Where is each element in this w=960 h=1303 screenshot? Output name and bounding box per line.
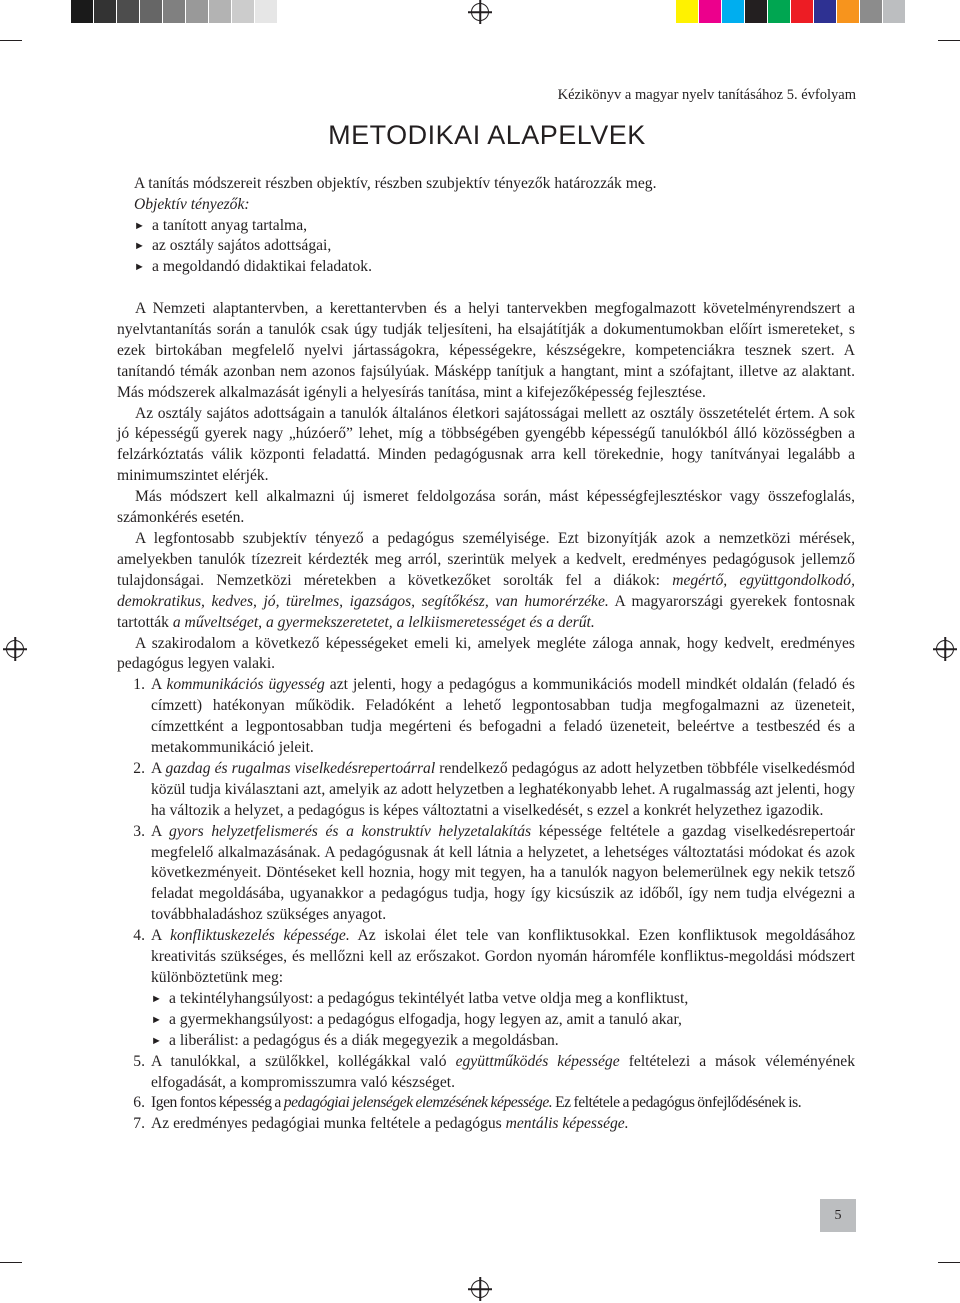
intro-subheading: Objektív tényezők: (134, 195, 250, 213)
color-swatch (186, 0, 209, 23)
triangle-bullet-icon: ► (134, 261, 145, 274)
color-swatch (814, 0, 837, 23)
list-item: ► a liberálist: a pedagógus és a diák megegyezik a megoldásban. (151, 1031, 855, 1052)
color-swatch (745, 0, 768, 23)
paragraph: Más módszert kell alkalmazni új ismeret feldolgozása során, mást képességfejlesztéskor vagy összefoglalás, számonkérés esetén. (117, 488, 855, 527)
list-item: ► a tekintélyhangsúlyost: a pedagógus tekintélyét latba vetve oldja meg a konfliktust, (151, 989, 855, 1010)
color-swatch (699, 0, 722, 23)
crop-mark (0, 1262, 22, 1263)
conflict-methods-list (151, 989, 855, 1052)
triangle-bullet-icon: ► (134, 219, 145, 232)
color-swatch (232, 0, 255, 23)
paragraph: A szakirodalom a következő képességeket emeli ki, amelyek megléte záloga annak, hogy kedvelt, eredményes pedagógus legyen valaki. (117, 634, 855, 673)
triangle-bullet-icon: ► (151, 992, 162, 1005)
grayscale-color-bar (48, 0, 278, 23)
color-swatch (883, 0, 906, 23)
paragraph: Az osztály sajátos adottságain a tanulók általános életkori sajátosságai mellett az osztály összetételét értem. A sok jó képességű gyerek nagy „húzóerő” lehet, míg a többségében gyengébb képességű tanulókból álló közösségben a felzárkóztatás válik központi feladattá. Minden pedagógusnak arra kell törekednie, hogy tanítványai legalább a minimumszintet elérjék. (117, 404, 855, 485)
color-swatch (163, 0, 186, 23)
list-item: 4. A konfliktuskezelés képessége. Az iskolai élet tele van konfliktusokkal. Ezen konfliktusok megoldásához kreativitás szükséges, és mellőzni kell az erőszakot. Gordon nyomán háromféle konfliktus-megoldási módszert különböztetünk meg: ► a tekintélyhangsúlyost: a pedagógus tekintélyét latba vetve oldja meg a konfliktust, ► a gyermekhangsúlyost: a pedagógus elfogadja, hogy legyen az, amit a tanuló akar, ► a liberálist: a pedagógus és a diák megegyezik a megoldásban. (117, 926, 855, 1051)
color-swatch (860, 0, 883, 23)
registration-mark-icon (471, 1280, 489, 1298)
intro-line: A tanítás módszereit részben objektív, részben szubjektív tényezők határozzák meg. (134, 175, 657, 192)
list-item: 5. A tanulókkal, a szülőkkel, kollégákkal való együttműködés képessége feltételezi a mások véleményének elfogadását, a kompromisszumra való készséget. (133, 1052, 855, 1091)
color-swatch (117, 0, 140, 23)
list-item: 1. A kommunikációs ügyesség azt jelenti, hogy a pedagógus a kommunikációs modell mindkét oldalán (feladó és címzett) hatékonyan működik. Feladóként a lehető legpontosabban tudja megfogalmazni az üzeneteit, címzettként a legpontosabban tudja megérteni és befogadni a feladó üzeneteit, beleértve a testbeszéd és a metakommunikáció jeleit. (133, 676, 855, 757)
intro-block (134, 174, 854, 278)
triangle-bullet-icon: ► (151, 1013, 162, 1026)
color-swatch (140, 0, 163, 23)
triangle-bullet-icon: ► (134, 240, 145, 253)
list-item: 6. Igen fontos képesség a pedagógiai jelenségek elemzésének képessége. Ez feltétele a pedagógus önfejlődésének is. (133, 1094, 802, 1112)
registration-mark-icon (936, 640, 954, 658)
triangle-bullet-icon: ► (151, 1034, 162, 1047)
abilities-list (117, 675, 855, 1135)
color-swatch (255, 0, 278, 23)
running-header: Kézikönyv a magyar nyelv tanításához 5. évfolyam (557, 87, 856, 103)
cmyk-color-bar (676, 0, 906, 23)
intro-bullet: ► az osztály sajátos adottságai, (134, 236, 854, 257)
color-swatch (94, 0, 117, 23)
paragraph: A legfontosabb szubjektív tényező a pedagógus személyisége. Ezt bizonyítják azok a nemzetközi mérések, amelyekben tanulók tízezreit kérdezték meg arról, szerintük melyek a kedvelt, eredményes pedagógusok jellemző tulajdonságai. Nemzetközi méretekben a következőket sorolták fel a diákok: megértő, együttgondolkodó, demokratikus, kedves, jó, türelmes, igazságos, segítőkész, van humorérzéke. A magyarországi gyerekek fontosnak tartották a műveltséget, a gyermekszeretetet, a lelkiismeretességet és a derűt. (117, 529, 855, 631)
intro-bullet: ► a tanított anyag tartalma, (134, 216, 854, 237)
registration-mark-icon (471, 3, 489, 21)
list-item: ► a gyermekhangsúlyost: a pedagógus elfogadja, hogy legyen az, amit a tanuló akar, (151, 1010, 855, 1031)
list-item: 2. A gazdag és rugalmas viselkedésrepertoárral rendelkező pedagógus az adott helyzetben többféle viselkedésmód közül tudja kiválasztani azt, amelyik az adott helyzetben a leghatékonyabb lehet. A rugalmasság azt jelenti, hogy ha változik a helyzet, a pedagógus is képes változtatni a viselkedését, s ezzel a konkrét helyzethez igazodik. (133, 759, 855, 819)
color-swatch (209, 0, 232, 23)
crop-mark (0, 40, 22, 41)
color-swatch (791, 0, 814, 23)
color-swatch (676, 0, 699, 23)
color-swatch (48, 0, 71, 23)
intro-bullet: ► a megoldandó didaktikai feladatok. (134, 257, 854, 278)
crop-mark (938, 1262, 960, 1263)
list-item: 3. A gyors helyzetfelismerés és a konstruktív helyzetalakítás képessége feltétele a gazdag viselkedésrepertoár megfelelő alkalmazásának. A pedagógusnak át kell látnia a helyzetet, a lehetséges változtatási módokat és azok következményeit. Döntéseket kell hoznia, hogy mit tegyen, ha a tanulók nagyon belemerülnek egy nekik tetsző feladat megoldásába, ugyanakkor a pedagógus tudja, hogy így kicsúszik az időből, így nem tudja elvégezni a továbbhaladáshoz szükséges anyagot. (133, 822, 855, 924)
color-swatch (71, 0, 94, 23)
color-swatch (768, 0, 791, 23)
color-swatch (722, 0, 745, 23)
paragraph: A Nemzeti alaptantervben, a kerettantervben és a helyi tantervekben megfogalmazott követelményrendszert a nyelvtantanítás során a tanulók csak úgy tudják teljesíteni, ha elsajátítják a dokumentumokban előírt ismereteket, s ezek birtokában megfelelő nyelvi jártasságokra, képességekre, készségekre, kompetenciákra tesznek szert. A tanítandó témák azonban nem azonos fajsúlyúak. Másképp tanítjuk a hangtant, mint a szófajtant, illetve az alaktant. Más módszerek alkalmazását igényli a helyesírás tanítása, mint a kifejezőképesség fejlesztése. (117, 300, 855, 401)
registration-mark-icon (6, 640, 24, 658)
body-text (117, 299, 855, 1135)
color-swatch (837, 0, 860, 23)
page-title: METODIKAI ALAPELVEK (328, 120, 646, 150)
list-item: 7. Az eredményes pedagógiai munka feltétele a pedagógus mentális képessége. (133, 1115, 629, 1133)
crop-mark (938, 40, 960, 41)
page-number: 5 (820, 1199, 856, 1232)
